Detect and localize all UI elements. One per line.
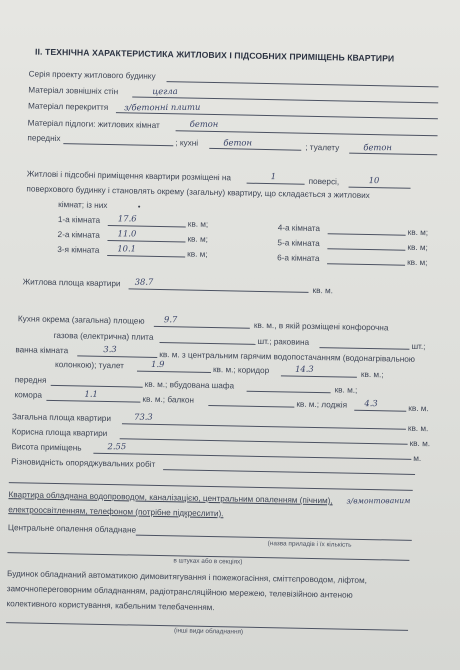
ceiling-line <box>116 112 438 119</box>
room-5-label: 5-а кімната <box>277 238 320 249</box>
floor-value: 1 <box>270 171 277 182</box>
sink-unit: шт.; <box>411 341 426 352</box>
kitchen-label: Кухня окрема (загальна) площею <box>17 314 145 326</box>
caption-sections: в штуках або в секціях) <box>173 557 243 566</box>
wardrobe-unit: кв. м.; <box>334 385 358 395</box>
kitchen-suffix: кв. м., в якій розміщені конфорочна <box>253 320 389 333</box>
room-5-line <box>327 248 405 250</box>
stove-unit: шт.; раковина <box>257 336 310 347</box>
stove-label: газова (електрична) плита <box>53 330 154 342</box>
location-line3: кімнат; із них <box>58 200 108 210</box>
room-1-line <box>108 225 186 227</box>
loggia-unit: кв. м. <box>408 403 429 414</box>
room-5-unit: кв. м; <box>407 242 428 253</box>
hallway-floor-label: передніх <box>27 133 61 144</box>
floors-label: Матеріал підлоги: житлових кімнат <box>27 118 160 130</box>
toilet-floor-line <box>349 153 437 156</box>
form-title: ІІ. ТЕХНІЧНА ХАРАКТЕРИСТИКА ЖИТЛОВИХ І ПІДСОБНИХ ПРИМІЩЕНЬ КВАРТИРИ <box>34 46 395 64</box>
series-label: Серія проекту житлового будинку <box>28 69 156 81</box>
loggia-value: 4.3 <box>364 398 378 409</box>
useful-area-unit: кв. м. <box>409 438 431 449</box>
finish-line <box>163 469 415 475</box>
walls-label: Матеріал зовнішніх стін <box>28 85 119 97</box>
ink-dot <box>138 206 140 208</box>
walls-value: цегла <box>152 85 178 97</box>
room-4-unit: кв. м; <box>407 227 429 238</box>
sink-line <box>319 347 409 350</box>
location-line2: поверхового будинку і становлять окрему (загальну) квартиру, що складається з житлових <box>26 184 370 201</box>
room-3-value: 10.1 <box>117 243 137 254</box>
living-area-unit: кв. м. <box>312 285 334 296</box>
balcony-line <box>208 405 294 408</box>
building-line1: Будинок обладнаний автоматикою димовитягування і пожежогасіння, сміттєпроводом, ліфтом, <box>6 569 368 586</box>
room-6-label: 6-а кімната <box>277 253 320 264</box>
total-floors-value: 10 <box>368 175 380 186</box>
bath-suffix2: колонкою); туалет <box>55 360 125 371</box>
room-6-unit: кв. м; <box>407 257 428 268</box>
equipment-handwritten: з/вмонтованим <box>346 496 411 506</box>
building-line3: колективного користування, кабельним телебаченням. <box>6 599 215 613</box>
wardrobe-label: кв. м.; вбудована шафа <box>144 379 235 391</box>
room-1-unit: кв. м; <box>187 219 209 229</box>
floor-line <box>247 183 305 185</box>
storage-line <box>46 400 140 403</box>
storage-value: 1.1 <box>84 388 98 399</box>
total-area-line <box>122 423 406 429</box>
heating-label: Центральне опалення обладнане <box>7 523 137 535</box>
caption-other: (інші види обладнання) <box>173 627 244 636</box>
hallway-floor-line <box>63 143 173 146</box>
balcony-label: кв. м.; балкон <box>142 394 195 405</box>
storage-label: комора <box>14 390 43 400</box>
floors-line <box>176 130 438 136</box>
height-value: 2.55 <box>107 441 127 452</box>
caption-devices: (назва приладів і їх кількість <box>267 540 352 549</box>
wardrobe-line <box>247 391 331 394</box>
total-floors-line <box>349 187 411 189</box>
living-area-value: 38.7 <box>134 276 154 287</box>
useful-area-label: Корисна площа квартири <box>11 427 108 439</box>
ceiling-value: з/бетонні плити <box>124 101 201 113</box>
equipment-line1: Квартира обладнана водопроводом, каналізацією, центральним опаленням (пічним), <box>8 490 333 506</box>
total-area-value: 73.3 <box>134 411 153 422</box>
room-1-label: 1-а кімната <box>57 215 101 225</box>
finish-line-2 <box>9 482 413 491</box>
stove-line <box>160 342 256 345</box>
room-6-line <box>327 263 405 265</box>
building-line2: замочнопереговорним обладнанням, радіотрансляційною мережею, телевізійною антеною <box>6 584 353 600</box>
loggia-line <box>354 410 406 412</box>
floor-suffix: поверсі, <box>308 176 340 187</box>
height-label: Висота приміщень <box>11 442 82 453</box>
series-line <box>167 81 439 87</box>
room-3-label: 3-я кімната <box>57 245 100 255</box>
corridor-unit: кв. м.; <box>360 369 384 380</box>
loggia-label: кв. м.; лоджія <box>296 399 348 410</box>
ceiling-label: Матеріал перекриття <box>27 101 109 112</box>
toilet-floor-value: бетон <box>363 142 392 153</box>
corridor-label: кв. м.; коридор <box>212 365 270 376</box>
total-area-unit: кв. м. <box>407 423 429 434</box>
location-prefix: Житлові і підсобні приміщення квартири розміщені на <box>26 169 232 183</box>
room-4-label: 4-а кімната <box>277 223 321 234</box>
useful-area-line <box>120 438 408 445</box>
kitchen-floor-value: бетон <box>223 137 252 148</box>
floors-value: бетон <box>189 118 219 129</box>
room-2-line <box>107 240 185 242</box>
kitchen-line <box>154 326 250 329</box>
room-2-unit: кв. м; <box>187 234 208 244</box>
hallway-line <box>51 385 143 388</box>
finish-label: Різновидність опоряджувальних робіт <box>11 457 156 469</box>
room-3-unit: кв. м; <box>187 249 208 259</box>
room-2-label: 2-а кімната <box>57 230 100 240</box>
room-2-value: 11.0 <box>117 228 137 239</box>
corridor-value: 14.3 <box>295 363 314 374</box>
kitchen-value: 9.7 <box>163 314 178 325</box>
living-area-line <box>129 288 309 292</box>
bath-label: ванна кімната <box>15 345 69 356</box>
toilet-floor-label: ; туалету <box>305 142 340 153</box>
room-1-value: 17.6 <box>117 213 137 224</box>
bath-value: 3.3 <box>103 344 117 355</box>
hallway-label: передня <box>14 375 47 385</box>
form-sheet <box>0 4 460 670</box>
toilet-area-value: 1.9 <box>151 358 165 370</box>
living-area-label: Житлова площа квартири <box>22 277 121 289</box>
equipment-line2: електроосвітленням, телефоном (потрібне підкреслити). <box>8 505 224 519</box>
height-unit: м. <box>413 453 422 464</box>
kitchen-floor-label: ; кухні <box>175 138 199 148</box>
total-area-label: Загальна площа квартири <box>11 412 112 424</box>
toilet-area-line <box>137 371 211 373</box>
kitchen-floor-line <box>209 148 301 151</box>
room-3-line <box>107 255 185 257</box>
bath-suffix: кв. м. з центральним гарячим водопостачанням (водонагрівальною <box>159 350 416 364</box>
room-4-line <box>328 233 406 235</box>
bath-line <box>77 355 157 358</box>
corridor-line <box>281 375 357 377</box>
